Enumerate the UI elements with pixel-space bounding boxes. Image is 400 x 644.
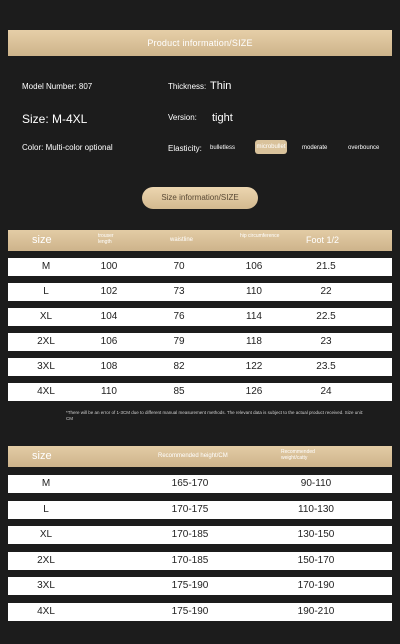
th-foot: Foot 1/2 [306, 235, 340, 245]
table-cell: L [43, 503, 49, 515]
size-range: Size: M-4XL [22, 112, 88, 126]
table-cell: M [41, 261, 51, 272]
table-cell: 122 [245, 361, 263, 372]
table-cell: 110 [246, 286, 262, 297]
th-waistline: waistline [170, 237, 194, 243]
table-cell: 170-185 [171, 529, 209, 540]
recommend-table-header [8, 446, 392, 467]
table-row [8, 603, 392, 621]
table-row [8, 383, 392, 401]
table-cell: 110-130 [298, 503, 334, 515]
table-row [8, 283, 392, 301]
th-trouser-length: trouser length [98, 233, 114, 245]
table-row [8, 526, 392, 544]
table-cell: 3XL [37, 580, 55, 591]
table-cell: 73 [173, 286, 185, 297]
table-cell: 2XL [37, 336, 55, 347]
table-cell: 23 [320, 336, 332, 347]
size-table-header [8, 230, 392, 251]
table-cell: 118 [246, 336, 262, 347]
model-number: Model Number: 807 [22, 82, 93, 91]
table-cell: 165-170 [171, 478, 209, 489]
table-cell: 106 [100, 336, 118, 347]
table-cell: 170-175 [171, 503, 209, 515]
thickness-value: Thin [210, 80, 232, 92]
table-cell: 175-190 [171, 605, 209, 617]
table-cell: 104 [100, 311, 118, 322]
th-size: size [32, 234, 52, 246]
measurement-note: *There will be an error of 1-3CM due to different manual measurement methods. The relevant data is subject to the actual product received. Size unit: CM [66, 410, 364, 421]
elasticity-option-moderate: moderate [302, 145, 328, 151]
table-cell: 24 [320, 386, 332, 397]
elasticity-option-bulletless: bulletless [210, 145, 236, 151]
table-cell: 170-185 [171, 554, 209, 566]
table-cell: 22.5 [316, 311, 336, 322]
table-cell: 70 [173, 261, 185, 272]
color-info: Color: Multi-color optional [22, 143, 113, 152]
elasticity-label: Elasticity: [168, 144, 202, 153]
th2-height: Recommended height/CM [158, 453, 228, 459]
table-cell: 102 [100, 286, 118, 297]
table-row [8, 308, 392, 326]
version-label: Version: [168, 113, 197, 122]
table-cell: 150-170 [297, 554, 335, 566]
table-cell: XL [39, 529, 53, 540]
size-info-pill: Size information/SIZE [142, 187, 258, 209]
table-cell: 90-110 [300, 478, 332, 489]
table-cell: 126 [245, 386, 263, 397]
table-cell: 4XL [37, 605, 55, 617]
table-cell: L [43, 286, 49, 297]
table-row [8, 577, 392, 595]
table-cell: 114 [246, 311, 262, 322]
table-cell: 175-190 [171, 580, 209, 591]
table-cell: 100 [100, 261, 118, 272]
table-cell: 108 [100, 361, 118, 372]
th-hip: hip circumference [240, 233, 280, 239]
table-row [8, 501, 392, 519]
table-cell: 76 [173, 311, 185, 322]
table-row [8, 475, 392, 493]
table-row [8, 333, 392, 351]
table-cell: 82 [173, 361, 185, 372]
table-cell: 106 [245, 261, 263, 272]
table-cell: 190-210 [297, 605, 335, 617]
table-cell: 23.5 [316, 361, 336, 372]
elasticity-option-selected: microbullet [255, 140, 287, 154]
table-row [8, 258, 392, 276]
table-row [8, 358, 392, 376]
table-cell: 3XL [37, 361, 55, 372]
table-cell: 130-150 [297, 529, 335, 540]
table-cell: 4XL [37, 386, 55, 397]
table-cell: M [41, 478, 51, 489]
table-cell: 22 [320, 286, 332, 297]
table-cell: 2XL [37, 554, 55, 566]
elasticity-option-overbounce: overbounce [348, 145, 380, 151]
table-cell: 79 [173, 336, 185, 347]
table-cell: 110 [101, 386, 117, 397]
thickness-label: Thickness: [168, 82, 207, 91]
th2-size: size [32, 450, 52, 462]
table-row [8, 552, 392, 570]
table-cell: 85 [173, 386, 185, 397]
th2-weight: Recommended weight/catty [281, 449, 315, 461]
table-cell: 21.5 [316, 261, 336, 272]
table-cell: XL [39, 311, 53, 322]
product-info-banner: Product information/SIZE [8, 30, 392, 56]
version-value: tight [212, 112, 233, 124]
table-cell: 170-190 [297, 580, 335, 591]
